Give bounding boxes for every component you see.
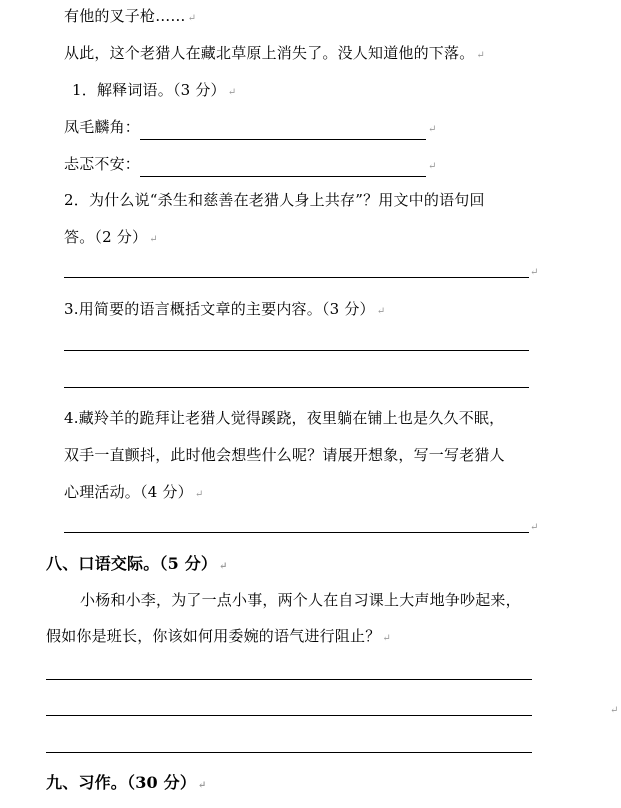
- paragraph-mark: ↵: [530, 267, 539, 278]
- paragraph-mark: ↵: [194, 489, 204, 500]
- paragraph-mark: ↵: [227, 87, 237, 98]
- question-3: 3.用简要的语言概括文章的主要内容。（3 分） ↵: [64, 300, 386, 318]
- question-1: 1．解释词语。（3 分） ↵: [72, 81, 237, 99]
- section-8-prompt: 小杨和小李，为了一点小事，两个人在自习课上大声地争吵起来，: [80, 591, 521, 609]
- answer-line[interactable]: [46, 679, 532, 680]
- answer-line[interactable]: [64, 350, 529, 351]
- answer-line[interactable]: [64, 277, 529, 278]
- answer-blank[interactable]: [140, 125, 426, 140]
- paragraph-mark: ↵: [198, 780, 207, 791]
- paragraph-mark: ↵: [530, 522, 539, 533]
- question-4-cont: 心理活动。（4 分） ↵: [64, 483, 204, 501]
- text-line: 有他的叉子枪…… ↵: [64, 7, 197, 25]
- section-8-heading: 八、口语交际。（5 分） ↵: [46, 554, 228, 573]
- question-1-term-b: 忐忑不安： ↵: [64, 154, 437, 177]
- text-line: 从此，这个老猎人在藏北草原上消失了。没人知道他的下落。 ↵: [64, 44, 485, 62]
- paragraph-mark: ↵: [428, 161, 437, 172]
- paragraph-mark: ↵: [219, 561, 228, 572]
- answer-line[interactable]: [46, 715, 532, 716]
- paragraph-mark: ↵: [149, 234, 158, 245]
- section-8-prompt-cont: 假如你是班长，你该如何用委婉的语气进行阻止？ ↵: [46, 627, 391, 645]
- paragraph-mark: ↵: [382, 633, 391, 644]
- paragraph-mark: ↵: [476, 50, 485, 61]
- question-2: 2．为什么说“杀生和慈善在老猎人身上共存”？用文中的语句回: [64, 191, 485, 209]
- paragraph-mark: ↵: [187, 13, 197, 24]
- question-4-cont: 双手一直颤抖，此时他会想些什么呢？请展开想象，写一写老猎人: [64, 446, 505, 464]
- answer-line[interactable]: [64, 387, 529, 388]
- paragraph-mark: ↵: [376, 306, 386, 317]
- answer-line[interactable]: [64, 532, 529, 533]
- answer-line[interactable]: [46, 752, 532, 753]
- section-9-heading: 九、习作。（30 分） ↵: [46, 773, 207, 792]
- question-4: 4.藏羚羊的跪拜让老猎人觉得蹊跷，夜里躺在铺上也是久久不眠，: [64, 409, 505, 427]
- question-2-cont: 答。（2 分） ↵: [64, 228, 158, 246]
- paragraph-mark: ↵: [610, 705, 619, 716]
- paragraph-mark: ↵: [428, 124, 437, 135]
- answer-blank[interactable]: [140, 162, 426, 177]
- question-1-term-a: 凤毛麟角： ↵: [64, 117, 437, 140]
